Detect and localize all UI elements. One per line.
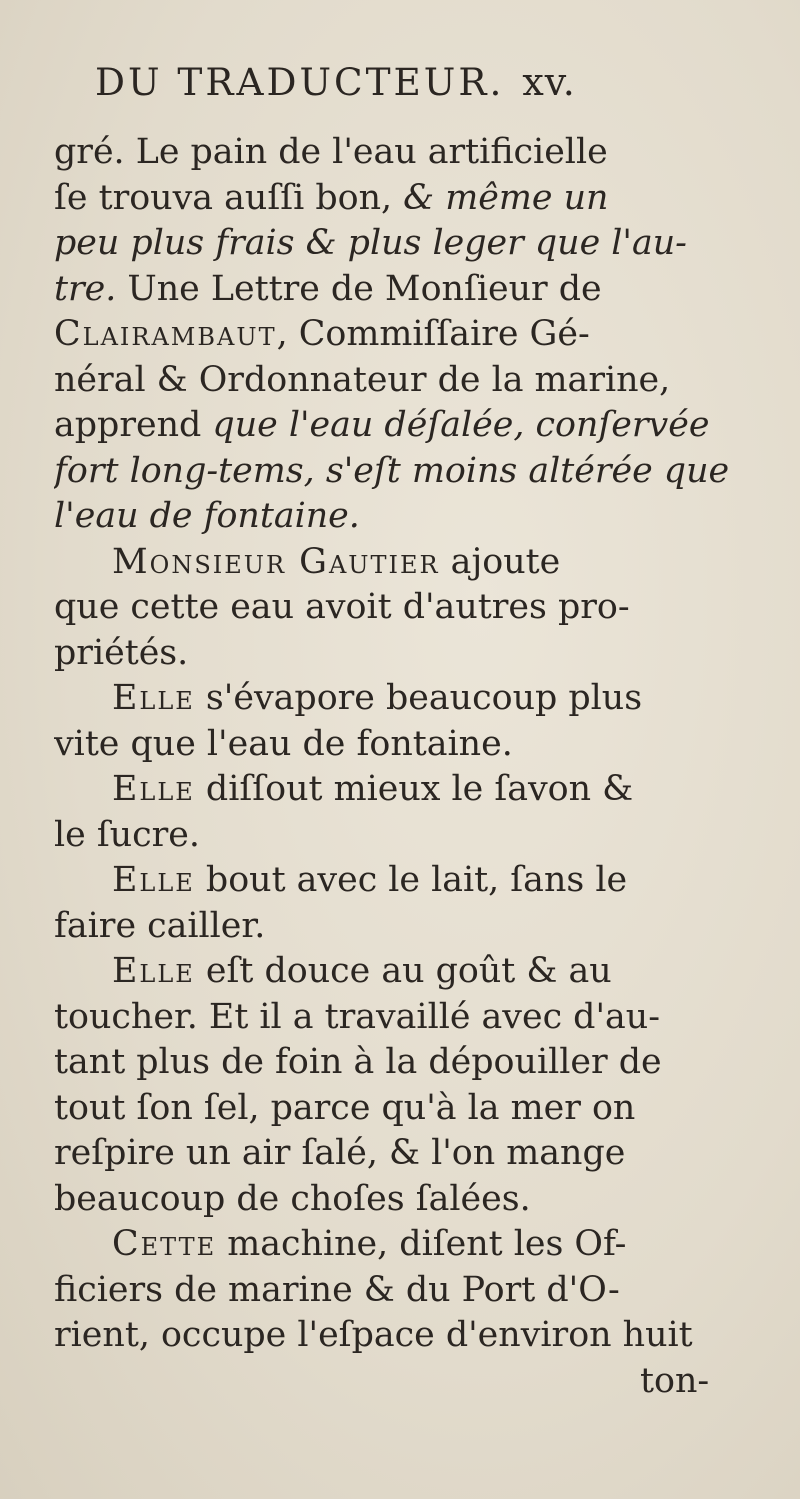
text-line: toucher. Et il a travaillé avec d'au- [54, 996, 660, 1037]
text-line: tout ſon ſel, parce qu'à la mer on [54, 1087, 636, 1128]
text-line: Monsieur Gautier ajoute [112, 541, 561, 582]
folio-number: xv. [522, 60, 576, 104]
text-line: Elle eſt douce au goût & au [112, 951, 612, 991]
text-line: tant plus de foin à la dépouiller de [54, 1042, 662, 1082]
text-line: ficiers de marine & du Port d'O- [54, 1269, 620, 1310]
text-line: reſpire un air ſalé, & l'on mange [54, 1133, 626, 1173]
text-line: faire cailler. [54, 905, 266, 946]
text-line: tre. Une Lettre de Monſieur de [54, 268, 602, 309]
text-line: Elle s'évapore beaucoup plus [112, 678, 643, 718]
text-line: rient, occupe l'eſpace d'environ huit [54, 1315, 693, 1355]
text-line: que cette eau avoit d'autres pro- [54, 587, 630, 627]
text-line: apprend que l'eau déſalée, conſervée [54, 405, 710, 445]
text-line: beaucoup de choſes ſalées. [54, 1178, 531, 1219]
text-line: priétés. [54, 632, 189, 673]
running-title: DU TRADUCTEUR. [95, 60, 505, 104]
text-line: ſe trouva auſſi bon, & même un [54, 177, 609, 218]
text-line: Elle bout avec le lait, ſans le [112, 860, 628, 900]
text-line: l'eau de fontaine. [54, 496, 360, 536]
text-line: vite que l'eau de fontaine. [54, 723, 513, 764]
catchword: ton- [640, 1360, 710, 1401]
text-line: fort long-tems, s'eſt moins altérée que [54, 450, 730, 491]
text-line: gré. Le pain de l'eau artificielle [54, 132, 608, 172]
text-line: Cette machine, diſent les Of- [112, 1224, 627, 1264]
text-line: Elle diſſout mieux le ſavon & [112, 769, 634, 809]
text-line: peu plus frais & plus leger que l'au- [54, 223, 687, 263]
text-line: néral & Ordonnateur de la marine, [54, 359, 671, 400]
text-line: le ſucre. [54, 814, 200, 855]
running-header [95, 60, 755, 104]
text-line: Clairambaut, Commiſſaire Gé- [54, 314, 590, 354]
